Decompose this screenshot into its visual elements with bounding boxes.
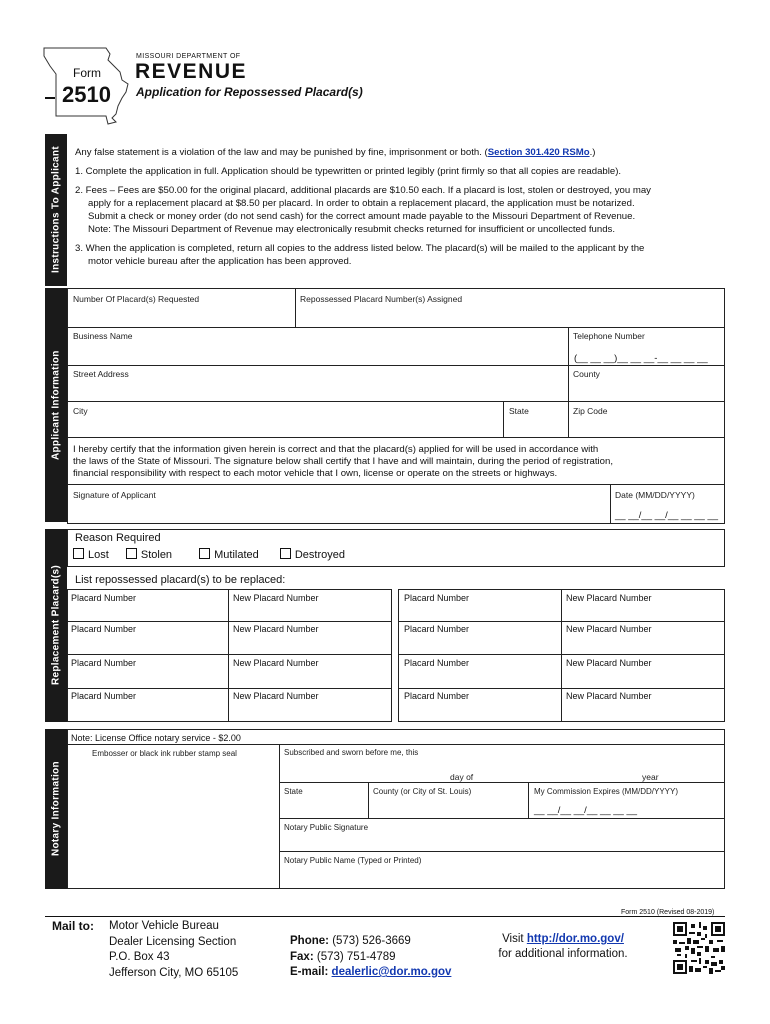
- notary-county-field[interactable]: County (or City of St. Louis): [373, 787, 472, 796]
- instruction-2: 2. Fees – Fees are $50.00 for the original placard, additional placards are $10.50 each. If a placard is lost, stolen or destroyed, you may apply for a replacement placard at $8.50 per placard. In order to obtain a replacement placard, the application must be notarized. Submit a check or money order (do not send cash) for the correct amount made payable to the Missouri Department of Revenue. Note: The Missouri Department of Revenue may electronically resubmit checks returned for insufficient or uncollected funds.: [75, 185, 651, 235]
- commission-date-mask: __ __/__ __/__ __ __ __: [534, 805, 638, 816]
- notary-fee-note: Note: License Office notary service - $2.00: [71, 733, 241, 743]
- mail-to-label: Mail to:: [52, 919, 94, 933]
- agency-small: MISSOURI DEPARTMENT OF: [136, 53, 241, 60]
- applicant-date-mask: __ __/__ __/__ __ __ __: [615, 510, 719, 521]
- new-placard-number-cell[interactable]: New Placard Number: [233, 691, 319, 701]
- placard-number-cell[interactable]: Placard Number: [404, 593, 470, 603]
- qr-code-icon[interactable]: [673, 922, 725, 974]
- dor-website-link[interactable]: http://dor.mo.gov/: [526, 933, 624, 945]
- form-title: Application for Repossessed Placard(s): [136, 85, 363, 99]
- list-replaced-label: List repossessed placard(s) to be replaced:: [75, 574, 286, 586]
- agency-revenue: REVENUE: [135, 60, 248, 83]
- year-label[interactable]: year: [642, 772, 659, 782]
- commission-expires-field[interactable]: My Commission Expires (MM/DD/YYYY): [534, 787, 679, 796]
- placard-number-cell[interactable]: Placard Number: [404, 658, 470, 668]
- county-field[interactable]: County: [573, 369, 600, 379]
- rsmo-section-link[interactable]: Section 301.420 RSMo: [487, 147, 590, 158]
- street-address-field[interactable]: Street Address: [73, 369, 129, 379]
- checkbox-lost[interactable]: Lost: [73, 549, 109, 561]
- certification-text: I hereby certify that the information given herein is correct and that the placard(s) applied for will be used in accordance with the laws of the State of Missouri. The signature below shall certify that I have and will maintain, during the period of registration, financial responsibility with respect to each motor vehicle that I own, license or operate on the streets or highways.: [73, 444, 614, 479]
- notary-signature-field[interactable]: Notary Public Signature: [284, 823, 369, 832]
- new-placard-number-cell[interactable]: New Placard Number: [566, 624, 652, 634]
- form-revision: Form 2510 (Revised 08-2019): [621, 909, 715, 916]
- telephone-field[interactable]: Telephone Number: [573, 331, 645, 341]
- placard-number-cell[interactable]: Placard Number: [71, 624, 137, 634]
- placard-number-cell[interactable]: Placard Number: [404, 624, 470, 634]
- email-link[interactable]: dealerlic@dor.mo.gov: [331, 966, 452, 978]
- placard-number-cell[interactable]: Placard Number: [71, 691, 137, 701]
- city-field[interactable]: City: [73, 406, 88, 416]
- form-word: Form: [73, 66, 101, 80]
- section-instructions-label: Instructions To Applicant: [45, 134, 67, 286]
- day-of-label[interactable]: day of: [450, 772, 474, 782]
- contact-info: Phone: (573) 526-3669 Fax: (573) 751-4789 E-mail: dealerlic@dor.mo.gov: [290, 935, 452, 978]
- reason-required-label: Reason Required: [75, 532, 161, 544]
- reason-options: [73, 548, 345, 561]
- mailing-address: Motor Vehicle Bureau Dealer Licensing Section P.O. Box 43 Jefferson City, MO 65105: [109, 920, 239, 979]
- notary-name-field[interactable]: Notary Public Name (Typed or Printed): [284, 856, 422, 865]
- form-number: 2510: [62, 82, 111, 107]
- phone-number: (573) 526-3669: [332, 935, 411, 947]
- new-placard-number-cell[interactable]: New Placard Number: [566, 691, 652, 701]
- applicant-date-field[interactable]: Date (MM/DD/YYYY): [615, 490, 695, 500]
- new-placard-number-cell[interactable]: New Placard Number: [233, 658, 319, 668]
- zip-code-field[interactable]: Zip Code: [573, 406, 608, 416]
- applicant-signature-field[interactable]: Signature of Applicant: [73, 490, 156, 500]
- notary-state-field[interactable]: State: [284, 787, 303, 796]
- checkbox-stolen[interactable]: Stolen: [126, 549, 172, 561]
- instruction-1: 1. Complete the application in full. Application should be typewritten or printed legibly (print firmly so that all copies are readable).: [75, 166, 622, 177]
- placard-numbers-field[interactable]: Repossessed Placard Number(s) Assigned: [300, 294, 463, 304]
- state-field[interactable]: State: [509, 406, 529, 416]
- new-placard-number-cell[interactable]: New Placard Number: [233, 624, 319, 634]
- num-placards-field[interactable]: Number Of Placard(s) Requested: [73, 294, 200, 304]
- new-placard-number-cell[interactable]: New Placard Number: [233, 593, 319, 603]
- new-placard-number-cell[interactable]: New Placard Number: [566, 658, 652, 668]
- instruction-3: 3. When the application is completed, return all copies to the address listed below. The placard(s) will be mailed to the applicant by the motor vehicle bureau after the application has been approved.: [75, 243, 645, 267]
- placard-table-left: [67, 589, 392, 722]
- visit-info: Visit http://dor.mo.gov/ for additional information.: [498, 933, 628, 960]
- telephone-mask: (__ __ __)__ __ __-__ __ __ __: [574, 353, 708, 364]
- placard-number-cell[interactable]: Placard Number: [71, 593, 137, 603]
- new-placard-number-cell[interactable]: New Placard Number: [566, 593, 652, 603]
- placard-number-cell[interactable]: Placard Number: [404, 691, 470, 701]
- instructions-block: [75, 146, 725, 268]
- subscribed-sworn-label: Subscribed and sworn before me, this: [284, 748, 419, 757]
- section-replacement-label: Replacement Placard(s): [45, 529, 67, 722]
- fax-number: (573) 751-4789: [316, 950, 396, 963]
- false-statement-warning: Any false statement is a violation of the law and may be punished by fine, imprisonment or both. (Section 301.420 RSMo.): [75, 147, 596, 158]
- checkbox-mutilated[interactable]: Mutilated: [199, 549, 259, 561]
- applicant-form: [67, 288, 725, 524]
- notary-seal-area: Embosser or black ink rubber stamp seal: [92, 749, 237, 758]
- section-applicant-label: Applicant Information: [45, 288, 67, 522]
- checkbox-destroyed[interactable]: Destroyed: [280, 549, 345, 561]
- business-name-field[interactable]: Business Name: [73, 331, 133, 341]
- placard-number-cell[interactable]: Placard Number: [71, 658, 137, 668]
- section-notary-label: Notary Information: [45, 729, 67, 889]
- form-number-dash: [45, 97, 55, 99]
